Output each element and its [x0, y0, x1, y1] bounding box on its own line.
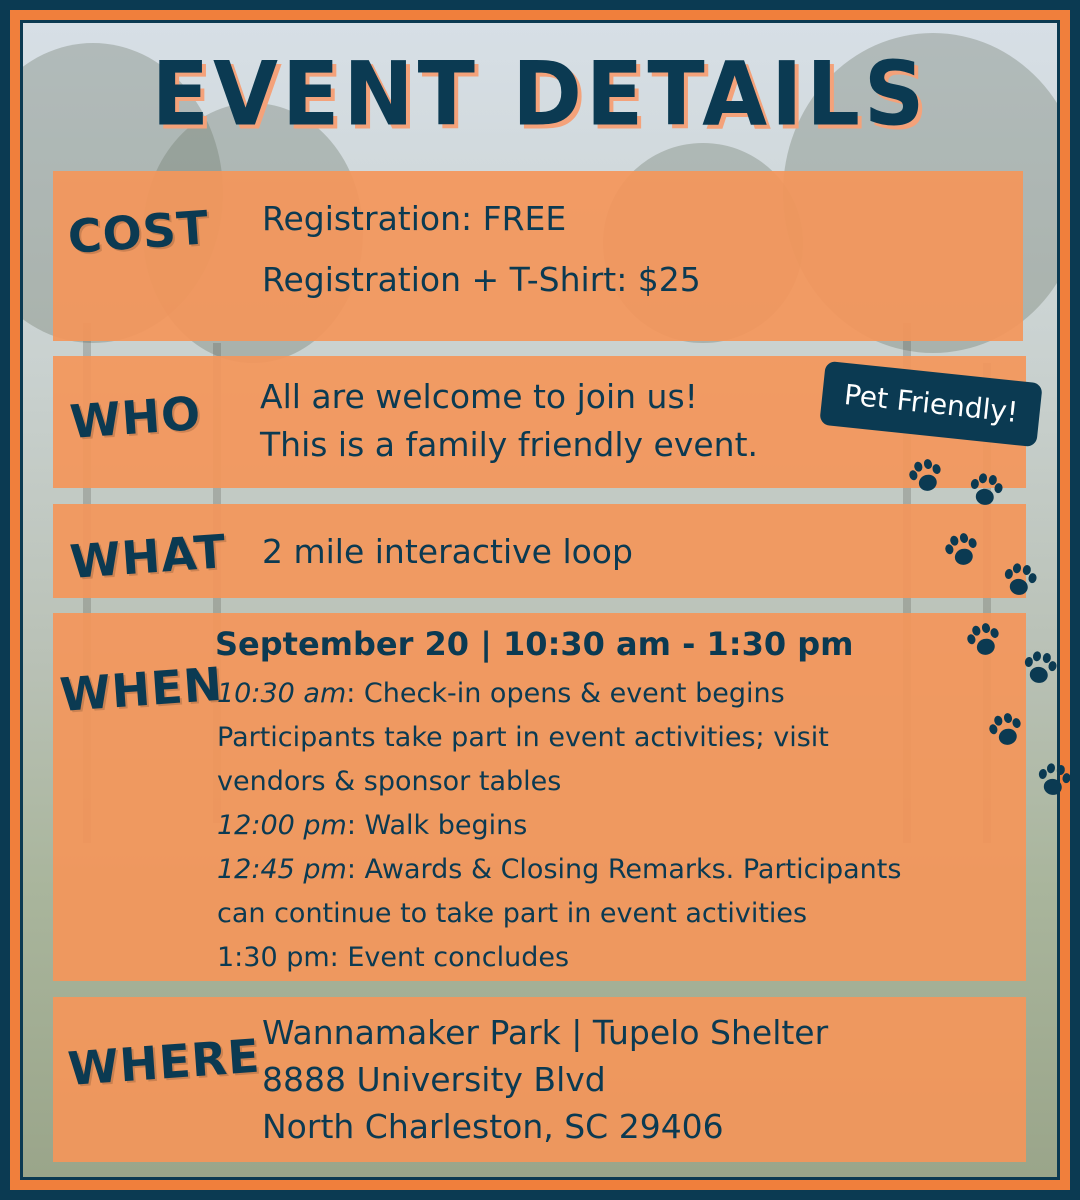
- pet-friendly-badge: Pet Friendly!: [819, 361, 1042, 447]
- where-line-2: 8888 University Blvd: [262, 1060, 606, 1099]
- when-label: WHEN: [58, 656, 225, 722]
- who-line-2: This is a family friendly event.: [260, 425, 759, 464]
- who-label: WHO: [68, 385, 203, 449]
- schedule-text: Participants take part in event activities; visit: [217, 722, 829, 753]
- schedule-item: [217, 716, 1017, 760]
- schedule-text: vendors & sponsor tables: [217, 766, 562, 797]
- paw-print-icon: [1031, 757, 1077, 803]
- cost-label: COST: [66, 200, 211, 264]
- schedule-text: : Walk begins: [346, 810, 528, 841]
- where-line-3: North Charleston, SC 29406: [262, 1107, 724, 1146]
- schedule-text: can continue to take part in event activities: [217, 898, 808, 929]
- what-text: 2 mile interactive loop: [262, 532, 633, 571]
- where-line-1: Wannamaker Park | Tupelo Shelter: [262, 1013, 829, 1052]
- schedule-item: [217, 760, 1017, 804]
- schedule-time: 12:00 pm: [217, 810, 347, 841]
- schedule-item: [217, 848, 1017, 892]
- schedule-time: 10:30 am: [217, 678, 347, 709]
- schedule-text: : Check-in opens & event begins: [346, 678, 785, 709]
- what-label: WHAT: [68, 524, 229, 589]
- schedule-item: [217, 936, 1017, 980]
- where-label: WHERE: [66, 1028, 262, 1096]
- schedule-item: [217, 804, 1017, 848]
- paw-print-icon: [997, 557, 1043, 603]
- cost-line-2: Registration + T-Shirt: $25: [262, 260, 701, 299]
- page-title: EVENT DETAILS: [151, 42, 929, 146]
- schedule-item: [217, 892, 1017, 936]
- cost-text: [262, 199, 701, 299]
- schedule-text: 1:30 pm: Event concludes: [217, 942, 570, 973]
- when-headline: September 20 | 10:30 am - 1:30 pm: [215, 625, 854, 663]
- schedule-text: : Awards & Closing Remarks. Participants: [346, 854, 902, 885]
- who-text: [260, 377, 759, 464]
- schedule-item: [217, 672, 1017, 716]
- paw-print-icon: [1017, 645, 1063, 691]
- cost-line-1: Registration: FREE: [262, 199, 567, 238]
- paw-print-icon: [963, 467, 1009, 513]
- where-text: [262, 1013, 829, 1146]
- schedule-time: 12:45 pm: [217, 854, 347, 885]
- who-line-1: All are welcome to join us!: [260, 377, 698, 416]
- when-schedule: [217, 672, 1017, 980]
